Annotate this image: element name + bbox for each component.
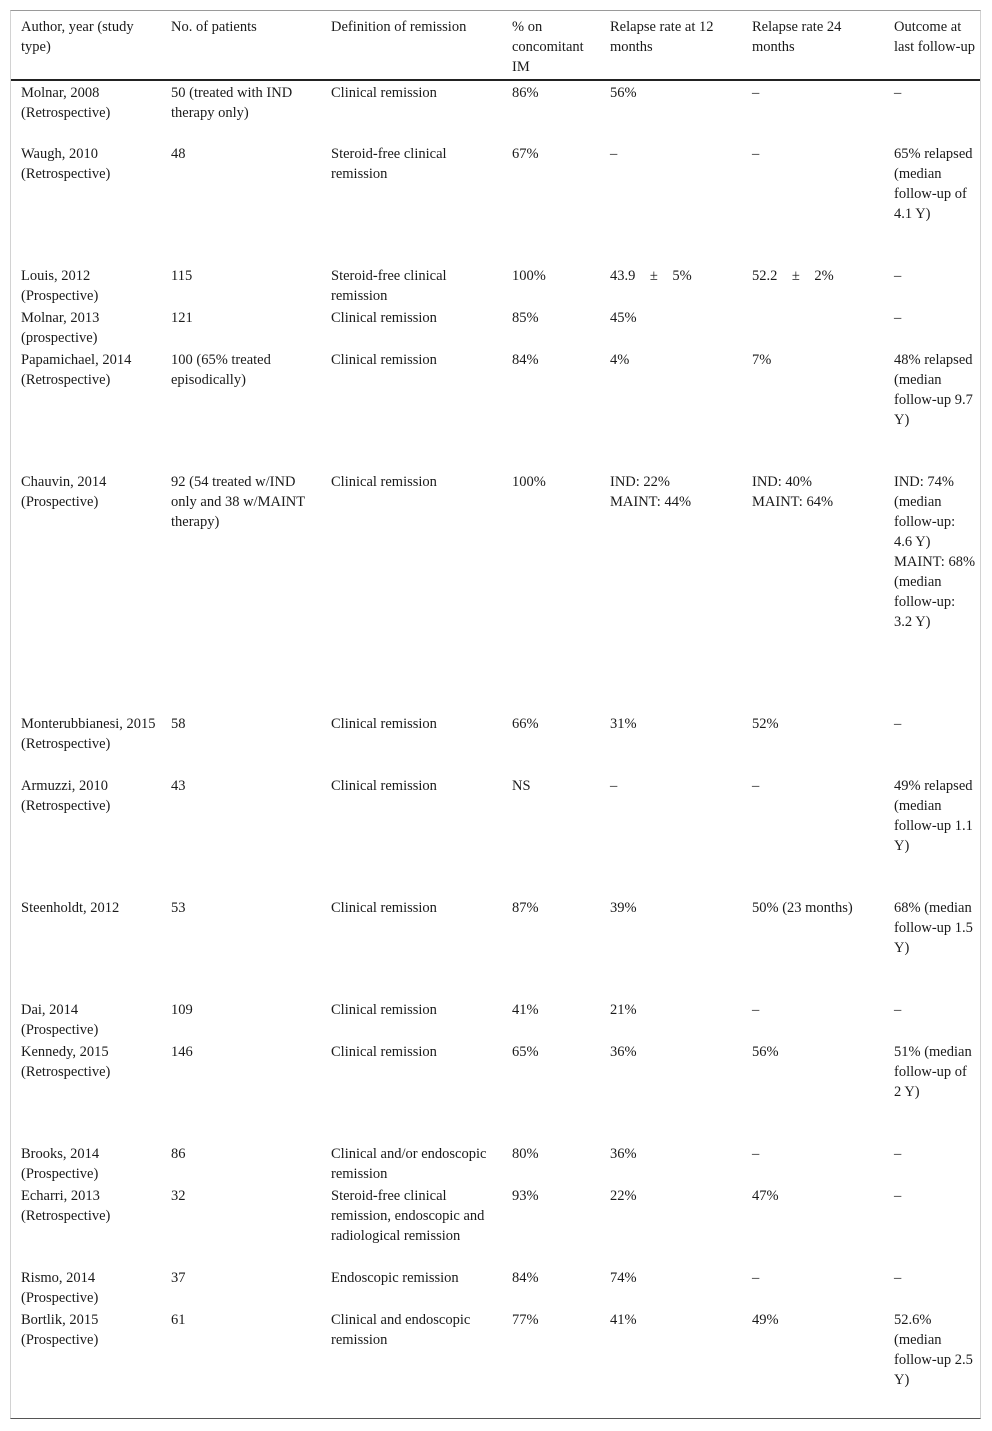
cell-concomitant-im: 87%: [512, 900, 539, 916]
table-row: [11, 348, 980, 470]
cell-patients: 50 (treated with IND therapy only): [171, 85, 293, 121]
cell-patients: 109: [171, 1002, 193, 1018]
cell-relapse-24: 50% (23 months): [752, 900, 853, 916]
table-row: [11, 1308, 980, 1404]
cell-patients: 115: [171, 268, 193, 284]
table-row: [11, 1142, 980, 1184]
header-concomitant-im: % on concomitant IM: [512, 19, 584, 75]
cell-outcome: 68% (median follow-up 1.5 Y): [894, 900, 973, 956]
header-definition: Definition of remission: [331, 19, 467, 35]
cell-relapse-24: –: [752, 85, 760, 101]
cell-author: Echarri, 2013 (Retrospective): [21, 1188, 111, 1224]
table-header: [11, 11, 980, 80]
cell-concomitant-im: 41%: [512, 1002, 539, 1018]
cell-relapse-12: 36%: [610, 1146, 637, 1162]
cell-definition: Clinical remission: [331, 1002, 437, 1018]
table-row: [11, 264, 980, 306]
table-row: [11, 1184, 980, 1266]
table-row: [11, 998, 980, 1040]
cell-definition: Clinical remission: [331, 85, 437, 101]
header-outcome: Outcome at last follow-up: [894, 19, 975, 55]
cell-definition: Clinical remission: [331, 352, 437, 368]
cell-outcome: –: [894, 1146, 902, 1162]
cell-patients: 146: [171, 1044, 193, 1060]
relapse-table-frame: [10, 10, 981, 1419]
cell-author: Louis, 2012 (Prospective): [21, 268, 99, 304]
table-row: [11, 470, 980, 712]
cell-author: Molnar, 2008 (Retrospective): [21, 85, 111, 121]
cell-relapse-12: 36%: [610, 1044, 637, 1060]
cell-outcome: –: [894, 1188, 902, 1204]
cell-author: Monterubbianesi, 2015 (Retrospective): [21, 716, 156, 752]
cell-definition: Clinical remission: [331, 900, 437, 916]
cell-concomitant-im: 100%: [512, 474, 546, 490]
cell-relapse-12: 74%: [610, 1270, 637, 1286]
header-relapse-12: Relapse rate at 12 months: [610, 19, 714, 55]
cell-relapse-24: 49%: [752, 1312, 779, 1328]
cell-concomitant-im: 77%: [512, 1312, 539, 1328]
cell-concomitant-im: NS: [512, 778, 531, 794]
cell-definition: Clinical and/or endoscopic remission: [331, 1146, 487, 1182]
table-row: [11, 712, 980, 774]
cell-relapse-24: [742, 306, 884, 348]
cell-relapse-12: 31%: [610, 716, 637, 732]
cell-patients: 53: [171, 900, 186, 916]
relapse-table: [11, 11, 980, 1404]
table-row: [11, 306, 980, 348]
cell-outcome: 51% (median follow-up of 2 Y): [894, 1044, 972, 1100]
cell-definition: Clinical remission: [331, 716, 437, 732]
table-row: [11, 142, 980, 264]
cell-author: Dai, 2014 (Prospective): [21, 1002, 99, 1038]
cell-relapse-12: 22%: [610, 1188, 637, 1204]
cell-patients: 32: [171, 1188, 186, 1204]
cell-patients: 86: [171, 1146, 186, 1162]
cell-concomitant-im: 85%: [512, 310, 539, 326]
cell-relapse-12: 56%: [610, 85, 637, 101]
cell-relapse-24: 7%: [752, 352, 772, 368]
cell-concomitant-im: 84%: [512, 352, 539, 368]
cell-outcome: –: [894, 85, 902, 101]
cell-concomitant-im: 86%: [512, 85, 539, 101]
cell-author: Molnar, 2013 (prospective): [21, 310, 100, 346]
cell-relapse-24: 47%: [752, 1188, 779, 1204]
cell-author: Papamichael, 2014 (Retrospective): [21, 352, 132, 388]
cell-relapse-24: –: [752, 146, 760, 162]
cell-author: Brooks, 2014 (Prospective): [21, 1146, 100, 1182]
cell-concomitant-im: 84%: [512, 1270, 539, 1286]
cell-outcome: 52.6% (median follow-up 2.5 Y): [894, 1312, 973, 1388]
cell-outcome: –: [894, 716, 902, 732]
cell-definition: Steroid-free clinical remission: [331, 268, 447, 304]
cell-concomitant-im: 67%: [512, 146, 539, 162]
cell-patients: 37: [171, 1270, 186, 1286]
table-row: [11, 80, 980, 142]
cell-concomitant-im: 66%: [512, 716, 539, 732]
cell-outcome: –: [894, 268, 902, 284]
cell-outcome: –: [894, 1270, 902, 1286]
cell-relapse-24: 56%: [752, 1044, 779, 1060]
table-row: [11, 1266, 980, 1308]
cell-relapse-12: IND: 22% MAINT: 44%: [610, 474, 692, 510]
cell-definition: Clinical remission: [331, 310, 437, 326]
cell-relapse-24: –: [752, 1146, 760, 1162]
cell-relapse-12: 43.9 ± 5%: [610, 268, 692, 284]
cell-definition: Clinical remission: [331, 474, 437, 490]
cell-outcome: –: [894, 1002, 902, 1018]
cell-definition: Steroid-free clinical remission, endoscopic and radiological remission: [331, 1188, 485, 1244]
header-relapse-24: Relapse rate 24 months: [752, 19, 842, 55]
cell-relapse-12: –: [610, 146, 618, 162]
cell-patients: 58: [171, 716, 186, 732]
cell-author: Armuzzi, 2010 (Retrospective): [21, 778, 111, 814]
cell-concomitant-im: 65%: [512, 1044, 539, 1060]
cell-relapse-12: 41%: [610, 1312, 637, 1328]
cell-relapse-24: –: [752, 1002, 760, 1018]
cell-relapse-24: –: [752, 1270, 760, 1286]
cell-relapse-24: –: [752, 778, 760, 794]
table-row: [11, 774, 980, 896]
cell-patients: 121: [171, 310, 193, 326]
cell-outcome: 48% relapsed (median follow-up 9.7 Y): [894, 352, 973, 428]
cell-relapse-12: 39%: [610, 900, 637, 916]
cell-outcome: –: [894, 310, 902, 326]
cell-definition: Clinical remission: [331, 1044, 437, 1060]
cell-author: Kennedy, 2015 (Retrospective): [21, 1044, 111, 1080]
cell-patients: 43: [171, 778, 186, 794]
cell-relapse-12: –: [610, 778, 618, 794]
cell-patients: 100 (65% treated episodically): [171, 352, 271, 388]
cell-concomitant-im: 80%: [512, 1146, 539, 1162]
cell-relapse-24: 52%: [752, 716, 779, 732]
header-row: [11, 11, 980, 80]
cell-definition: Clinical remission: [331, 778, 437, 794]
header-author: Author, year (study type): [21, 19, 134, 55]
header-patients: No. of patients: [171, 19, 257, 35]
table-body: [11, 80, 980, 1404]
cell-author: Rismo, 2014 (Prospective): [21, 1270, 99, 1306]
cell-concomitant-im: 100%: [512, 268, 546, 284]
cell-author: Bortlik, 2015 (Prospective): [21, 1312, 99, 1348]
cell-outcome: 49% relapsed (median follow-up 1.1 Y): [894, 778, 973, 854]
cell-patients: 48: [171, 146, 186, 162]
cell-relapse-12: 21%: [610, 1002, 637, 1018]
cell-patients: 92 (54 treated w/IND only and 38 w/MAINT therapy): [171, 474, 305, 530]
cell-outcome: IND: 74% (median follow-up: 4.6 Y) MAINT: 68% (median follow-up: 3.2 Y): [894, 474, 976, 630]
cell-relapse-24: 52.2 ± 2%: [752, 268, 834, 284]
cell-definition: Clinical and endoscopic remission: [331, 1312, 471, 1348]
cell-author: Steenholdt, 2012: [21, 900, 120, 916]
cell-concomitant-im: 93%: [512, 1188, 539, 1204]
table-row: [11, 896, 980, 998]
cell-author: Waugh, 2010 (Retrospective): [21, 146, 111, 182]
cell-outcome: 65% relapsed (median follow-up of 4.1 Y): [894, 146, 973, 222]
table-row: [11, 1040, 980, 1142]
cell-relapse-12: 45%: [610, 310, 637, 326]
cell-relapse-24: IND: 40% MAINT: 64%: [752, 474, 834, 510]
cell-definition: Steroid-free clinical remission: [331, 146, 447, 182]
cell-author: Chauvin, 2014 (Prospective): [21, 474, 107, 510]
cell-relapse-12: 4%: [610, 352, 630, 368]
cell-patients: 61: [171, 1312, 186, 1328]
cell-definition: Endoscopic remission: [331, 1270, 459, 1286]
